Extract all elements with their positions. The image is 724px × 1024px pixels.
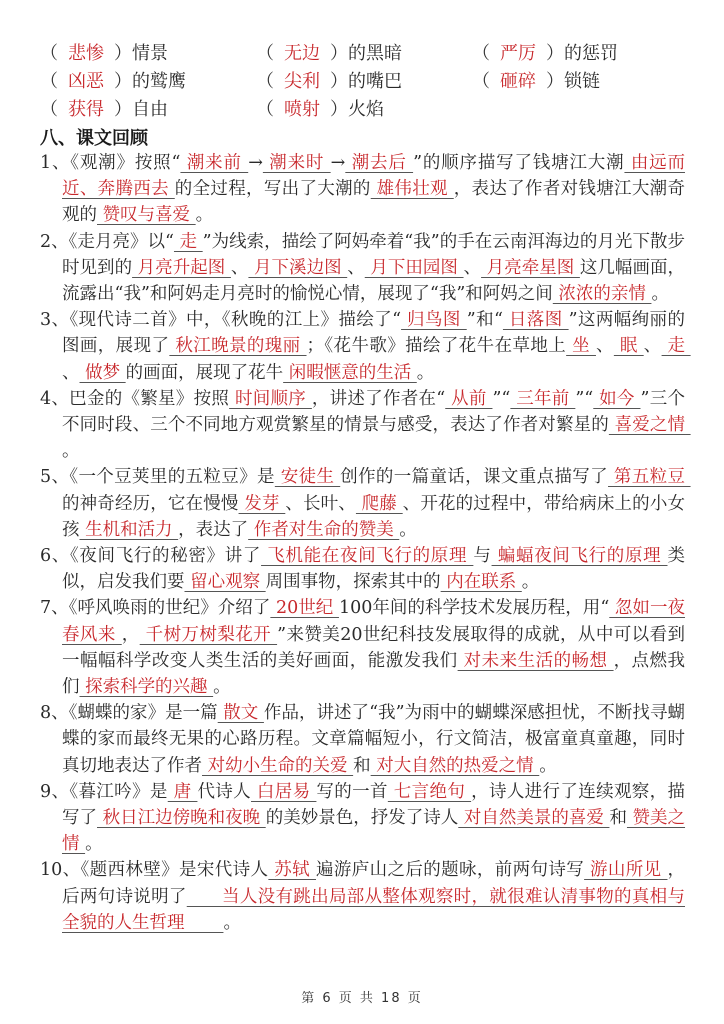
fill-answer: 内在联系 (440, 572, 522, 593)
fill-answer: 对大自然的热爱之情 (370, 755, 540, 776)
item-text: → (330, 153, 346, 173)
fill-answer: 蝙蝠夜间飞行的原理 (491, 546, 668, 567)
item-text: 、长叶、 (285, 493, 356, 514)
fill-answer: 飞机能在夜间飞行的原理 (261, 546, 474, 567)
item-text: 、 (347, 257, 365, 278)
item-text: 10、《题西林壁》是宋代诗人 (40, 860, 269, 881)
item-text: 周围事物，探索其中的 (265, 572, 441, 593)
vocab-item: （ 获得 ）自由 (40, 99, 168, 120)
fill-answer: 雄伟壮观 (370, 179, 454, 200)
fill-answer: 唐 (167, 781, 198, 802)
item-text: ，表达了作者对钱塘江大潮奇观的 (62, 179, 685, 226)
item-text: 5、《一个豆荚里的五粒豆》是 (40, 467, 275, 488)
fill-answer: 忽如一夜春风来 (62, 598, 685, 645)
fill-answer: 苏轼 (268, 860, 316, 881)
fill-answer: 发芽 (238, 493, 286, 514)
review-item (30, 543, 685, 595)
item-text: 9、《暮江吟》是 (40, 781, 168, 802)
fill-answer: 走 (661, 336, 691, 357)
fill-answer: 秋日江边傍晚和夜晚 (97, 808, 266, 829)
fill-answer: 赞叹与喜爱 (97, 205, 196, 226)
item-text: ”的顺序描写了钱塘江大潮 (413, 153, 625, 173)
fill-answer: 安徒生 (274, 467, 341, 488)
review-item (30, 150, 685, 229)
review-item (30, 307, 691, 386)
item-text: 写的一首 (316, 781, 388, 802)
fill-answer: 秋江晚景的瑰丽 (169, 336, 307, 357)
fill-answer: 对幼小生命的关爱 (202, 755, 354, 776)
fill-answer: 散文 (217, 703, 264, 724)
fill-answer: 生机和活力 (79, 519, 179, 540)
review-item (30, 464, 691, 543)
fill-answer: 对自然美景的喜爱 (458, 808, 610, 829)
fill-answer: 赞美之情 (62, 808, 686, 855)
item-text: ”来赞美20世纪科技发展取得的成就，从中可以看到一幅幅科学改变人类生活的美好画面，能激发我们 (62, 624, 686, 671)
fill-answer: 月下田园图 (364, 257, 464, 278)
fill-answer: 千树万树梨花开 (139, 624, 278, 645)
item-text: 的神奇经历，它在慢慢 (62, 493, 239, 514)
vocab-answer: 无边 (284, 43, 320, 64)
item-text: ，后两句诗说明了 (62, 860, 685, 907)
vocab-suffix: 自由 (132, 99, 168, 120)
fill-answer: 游山所见 (584, 860, 668, 881)
fill-answer: 归鸟图 (401, 310, 467, 331)
fill-answer: 如今 (593, 388, 641, 409)
item-text: 与 (473, 546, 492, 567)
item-text: 1、《观潮》按照“ (40, 153, 181, 173)
item-text: 遍游庐山之后的题咏，前两句诗写 (316, 860, 585, 881)
item-text: ”三个不同时段、三个不同地方观赏繁星的情景与感受，表达了作者对繁星的 (62, 388, 685, 436)
item-text: 、开花的过程中，带给病床上的小女孩 (62, 493, 685, 540)
fill-answer: 作者对生命的赞美 (248, 519, 400, 540)
item-text: 类似，启发我们要 (62, 546, 686, 593)
vocab-item: （ 悲惨 ）情景 (40, 43, 168, 64)
item-text: 、 (463, 257, 482, 278)
item-text: ，点燃我们 (62, 650, 686, 698)
item-text: ”“ (492, 388, 511, 409)
vocab-suffix: 火焰 (348, 99, 384, 120)
fill-answer: 三年前 (510, 388, 576, 409)
item-text: 的全过程，写出了大潮的 (174, 179, 371, 200)
item-text: ，讲述了作者在“ (311, 388, 446, 409)
fill-answer: 闲暇惬意的生活 (283, 362, 417, 383)
vocab-grid (40, 40, 700, 124)
vocab-suffix: 的黑暗 (348, 43, 402, 64)
item-text: 作品，讲述了“我”为雨中的蝴蝶深感担忧，不断找寻蝴蝶的家而最终无果的心路历程。文章篇幅短小，行文简洁，极富童真童趣，同时真切地表达了作者 (62, 703, 685, 776)
item-text: → (248, 153, 263, 173)
fill-answer: 做梦 (79, 362, 126, 383)
fill-answer: 坐 (566, 336, 596, 357)
item-text: 2、《走月亮》以“ (40, 231, 174, 252)
fill-answer: 第五粒豆 (608, 467, 691, 488)
item-text: ”为线索，描绘了阿妈牵着“我”的手在云南洱海边的月光下散步时见到的 (62, 231, 685, 278)
fill-answer: 七言绝句 (387, 781, 472, 802)
item-text: 的美妙景色，抒发了诗人 (265, 808, 459, 829)
item-text: ， (121, 624, 140, 645)
fill-answer: 眠 (613, 336, 644, 357)
vocab-item: （ 严厉 ）的惩罚 (472, 43, 618, 64)
vocab-item: （ 砸碎 ）锁链 (472, 71, 600, 92)
vocab-answer: 严厉 (500, 43, 536, 64)
review-item (30, 229, 685, 308)
review-items (30, 150, 691, 936)
vocab-answer: 悲惨 (68, 43, 104, 64)
item-text: 7、《呼风唤雨的世纪》介绍了 (40, 598, 271, 619)
item-text: 3、《现代诗二首》中，《秋晚的江上》描绘了“ (40, 310, 402, 331)
vocab-item: （ 喷射 ）火焰 (256, 99, 384, 120)
item-text: 。 (85, 834, 103, 855)
item-text: 这几幅画面，流露出“我”和阿妈走月亮时的愉悦心情，展现了“我”和阿妈之间 (62, 257, 685, 305)
fill-answer: 当人没有跳出局部从整体观察时，就很难认清事物的真相与全貌的人生哲理 (62, 886, 686, 933)
page-footer: 第 6 页 共 18 页 (301, 991, 423, 1006)
fill-answer: 潮来前 (180, 153, 249, 173)
vocab-suffix: 的嘴巴 (348, 71, 402, 92)
item-text: 。 (213, 677, 231, 698)
item-text: 。 (62, 441, 80, 462)
fill-answer: 留心观察 (184, 572, 266, 593)
fill-answer: 潮来时 (262, 153, 331, 173)
item-text: 代诗人 (197, 781, 252, 802)
fill-answer: 喜爱之情 (608, 415, 691, 436)
vocab-item: （ 尖利 ）的嘴巴 (256, 71, 402, 92)
item-text: 8、《蝴蝶的家》是一篇 (40, 703, 218, 724)
fill-answer: 月亮牵星图 (481, 257, 580, 278)
fill-answer: 对未来生活的畅想 (457, 650, 614, 671)
item-text: 、 (595, 336, 614, 357)
item-text: ，诗人进行了连续观察，描写了 (62, 781, 686, 829)
fill-answer: 月下溪边图 (248, 257, 348, 278)
fill-answer: 20世纪 (270, 598, 339, 619)
vocab-item: （ 凶恶 ）的鹫鹰 (40, 71, 186, 92)
fill-answer: 由远而近、奔腾西去 (62, 153, 685, 200)
fill-answer: 从前 (445, 388, 493, 409)
fill-answer: 日落图 (502, 310, 569, 331)
fill-answer: 浓浓的亲情 (552, 284, 652, 305)
item-text: 。 (416, 362, 435, 383)
item-text: 和 (353, 755, 371, 776)
review-item (30, 700, 685, 779)
item-text: 。 (399, 519, 417, 540)
fill-answer: 时间顺序 (229, 388, 312, 409)
item-text: 创作的一篇童话，课文重点描写了 (340, 467, 609, 488)
item-text: 的画面，展现了花牛 (125, 362, 284, 383)
item-text: 、 (230, 257, 249, 278)
vocab-answer: 凶恶 (68, 71, 104, 92)
item-text: 。 (195, 205, 214, 226)
item-text: 。 (521, 572, 540, 593)
vocab-suffix: 的鹫鹰 (132, 71, 186, 92)
fill-answer: 走 (173, 231, 203, 252)
item-text: ”这两幅绚丽的图画，展现了 (62, 310, 685, 357)
vocab-answer: 喷射 (284, 99, 320, 120)
vocab-suffix: 情景 (132, 43, 168, 64)
vocab-row (40, 68, 700, 96)
fill-answer: 探索科学的兴趣 (79, 677, 214, 698)
item-text: 100年间的科学技术发展历程，用“ (338, 598, 610, 619)
review-item (30, 595, 685, 700)
review-item (30, 386, 691, 465)
item-text: 和 (609, 808, 627, 829)
item-text: 。 (651, 284, 669, 305)
vocab-suffix: 锁链 (564, 71, 600, 92)
vocab-answer: 砸碎 (500, 71, 536, 92)
vocab-answer: 获得 (68, 99, 104, 120)
fill-answer: 潮去后 (345, 153, 414, 173)
vocab-suffix: 的惩罚 (564, 43, 618, 64)
review-item (30, 857, 685, 936)
item-text: 6、《夜间飞行的秘密》讲了 (40, 546, 262, 567)
item-text: ”“ (575, 388, 594, 409)
item-text: 4、巴金的《繁星》按照 (40, 388, 230, 409)
item-text: ”和“ (466, 310, 503, 331)
item-text: 。 (223, 912, 241, 933)
item-text: 。 (539, 755, 557, 776)
item-text: ，表达了 (178, 519, 249, 540)
item-text: 、 (643, 336, 662, 357)
vocab-item: （ 无边 ）的黑暗 (256, 43, 402, 64)
item-text: 、 (62, 362, 80, 383)
vocab-row (40, 96, 700, 124)
fill-answer: 月亮升起图 (132, 257, 231, 278)
item-text: ；《花牛歌》描绘了花牛在草地上 (306, 336, 567, 357)
vocab-answer: 尖利 (284, 71, 320, 92)
review-item (30, 779, 685, 858)
vocab-row (40, 40, 700, 68)
fill-answer: 爬藤 (355, 493, 403, 514)
section-title: 八、课文回顾 (40, 128, 148, 149)
fill-answer: 白居易 (251, 781, 317, 802)
